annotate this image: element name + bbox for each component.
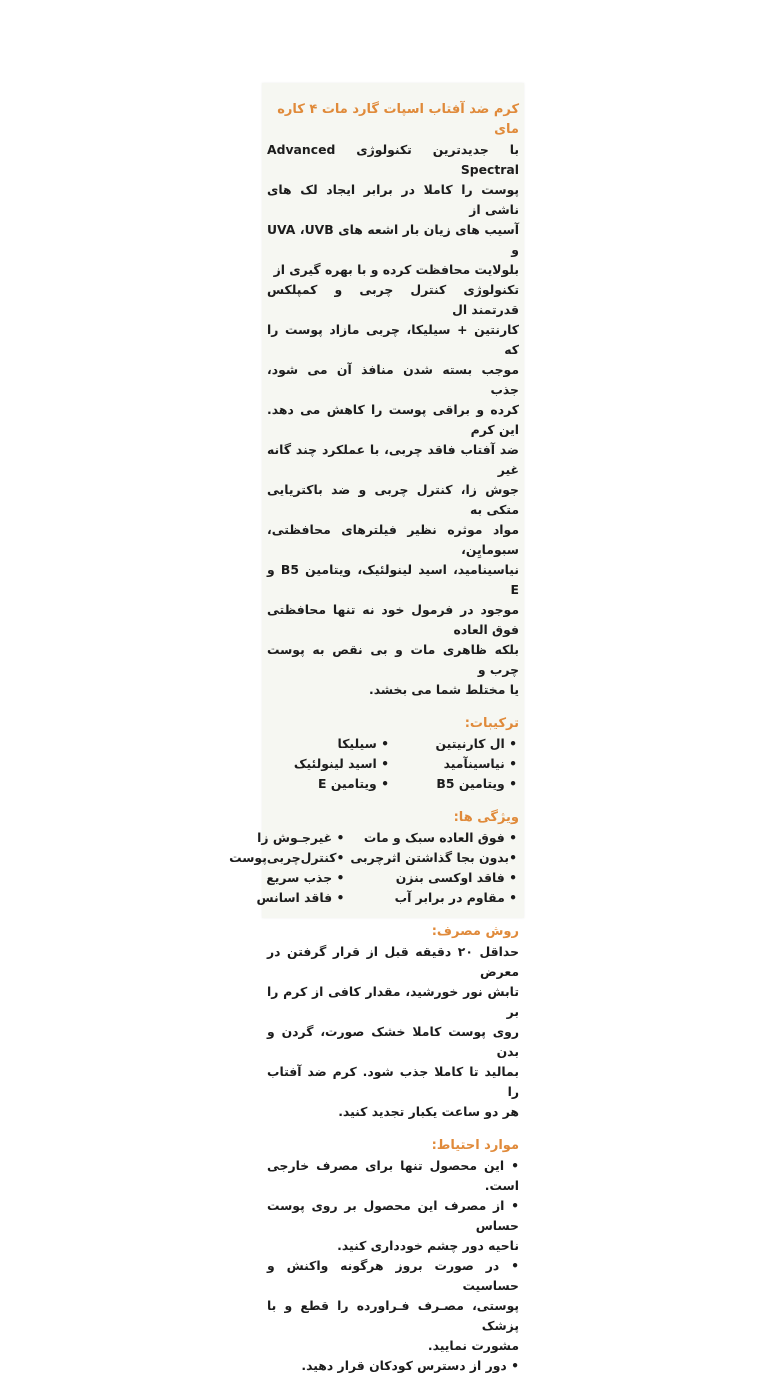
feature-item: •کنترل‌چربی‌پوست — [229, 850, 345, 865]
ingredient-item: • ویتامین B5 — [436, 776, 517, 791]
ingredient-item: • ویتامین E — [318, 776, 389, 791]
ingredients-heading: ترکیبات: — [464, 716, 519, 731]
caution-line: ناحیه دور چشم خودداری کنید. — [337, 1238, 519, 1253]
caution-line: • از مصرف این محصول بر روی پوست حساس — [267, 1198, 519, 1233]
description-line: ضد آفتاب فاقد چربی، با عملکرد چند گانه غیر — [267, 442, 519, 477]
description-line: نیاسینامید، اسید لینولئیک، ویتامین B5 و E — [267, 562, 519, 597]
cautions-block — [267, 1156, 519, 1376]
usage-line: هر دو ساعت یکبار تجدید کنید. — [338, 1104, 519, 1119]
description-line: بلکه ظاهری مات و بی نقص به پوست چرب و — [267, 642, 519, 677]
description-line: با جدیدترین تکنولوژی Advanced Spectral — [267, 142, 519, 177]
ingredient-item: • نیاسینآمید — [443, 756, 517, 771]
description-line: بلولایت محافظت کرده و با بهره گیری از — [273, 262, 519, 277]
description-line: مواد موثره نظیر فیلترهای محافظتی، سبومایِن، — [267, 522, 519, 557]
description-line: جوش زا، کنترل چربی و ضد باکتریایی متکی به — [267, 482, 519, 517]
feature-item: • فاقد اسانس — [256, 890, 345, 905]
product-title: کرم ضد آفتاب اسپات گارد مات ۴ کاره مای — [277, 102, 519, 137]
description-block — [267, 140, 519, 700]
features-heading: ویژگی ها: — [453, 810, 519, 825]
cautions-heading: موارد احتیاط: — [431, 1138, 519, 1153]
usage-block — [267, 942, 519, 1122]
description-line: کرده و براقی پوست را کاهش می دهد. این کرم — [267, 402, 519, 437]
caution-line: • در صورت بروز هرگونه واکنش و حساسیت — [267, 1258, 519, 1293]
description-line: آسیب های زیان بار اشعه های UVA ،UVB و — [267, 222, 519, 257]
description-line: تکنولوژی کنترل چربی و کمپلکس قدرتمند ال — [267, 282, 519, 317]
description-line: موجب بسته شدن منافذ آن می شود، جذب — [267, 362, 519, 397]
feature-item: • فاقد اوکسی بنزن — [395, 870, 517, 885]
ingredient-item: • سیلیکا — [337, 736, 389, 751]
feature-item: • غیرجـوش زا — [257, 830, 345, 845]
feature-item: • جذب سریع — [266, 870, 345, 885]
caution-line: • این محصول تنها برای مصرف خارجی است. — [267, 1158, 519, 1193]
feature-item: • مقاوم در برابر آب — [394, 890, 517, 905]
feature-item: • فوق العاده سبک و مات — [363, 830, 517, 845]
usage-heading: روش مصرف: — [431, 924, 519, 939]
caution-line: مشورت نمایید. — [427, 1338, 519, 1353]
usage-line: بمالید تا کاملا جذب شود. کرم ضد آفتاب را — [267, 1064, 519, 1099]
description-line: پوست را کاملا در برابر ایجاد لک های ناشی از — [267, 182, 519, 217]
ingredients-list — [267, 734, 519, 794]
feature-item: •بدون بجا گذاشتن اثرچربی — [350, 850, 517, 865]
usage-line: تابش نور خورشید، مقدار کافی از کرم را بر — [267, 984, 519, 1019]
description-line: کارنتین + سیلیکا، چربی مازاد پوست را که — [267, 322, 519, 357]
usage-line: حداقل ۲۰ دقیقه قبل از قرار گرفتن در معرض — [267, 944, 519, 979]
ingredient-item: • ال کارنیتین — [435, 736, 517, 751]
features-list — [229, 828, 519, 908]
ingredient-item: • اسید لینولئیک — [293, 756, 389, 771]
usage-line: روی پوست کاملا خشک صورت، گردن و بدن — [267, 1024, 519, 1059]
product-label-text — [229, 100, 519, 1376]
caution-line: پوستی، مصـرف فـراورده را قطع و با پزشک — [267, 1298, 519, 1333]
description-line: موجود در فرمول خود نه تنها محافظتی فوق العاده — [267, 602, 519, 637]
description-line: یا مختلط شما می بخشد. — [369, 682, 519, 697]
caution-line: • دور از دسترس کودکان قرار دهید. — [301, 1358, 519, 1373]
